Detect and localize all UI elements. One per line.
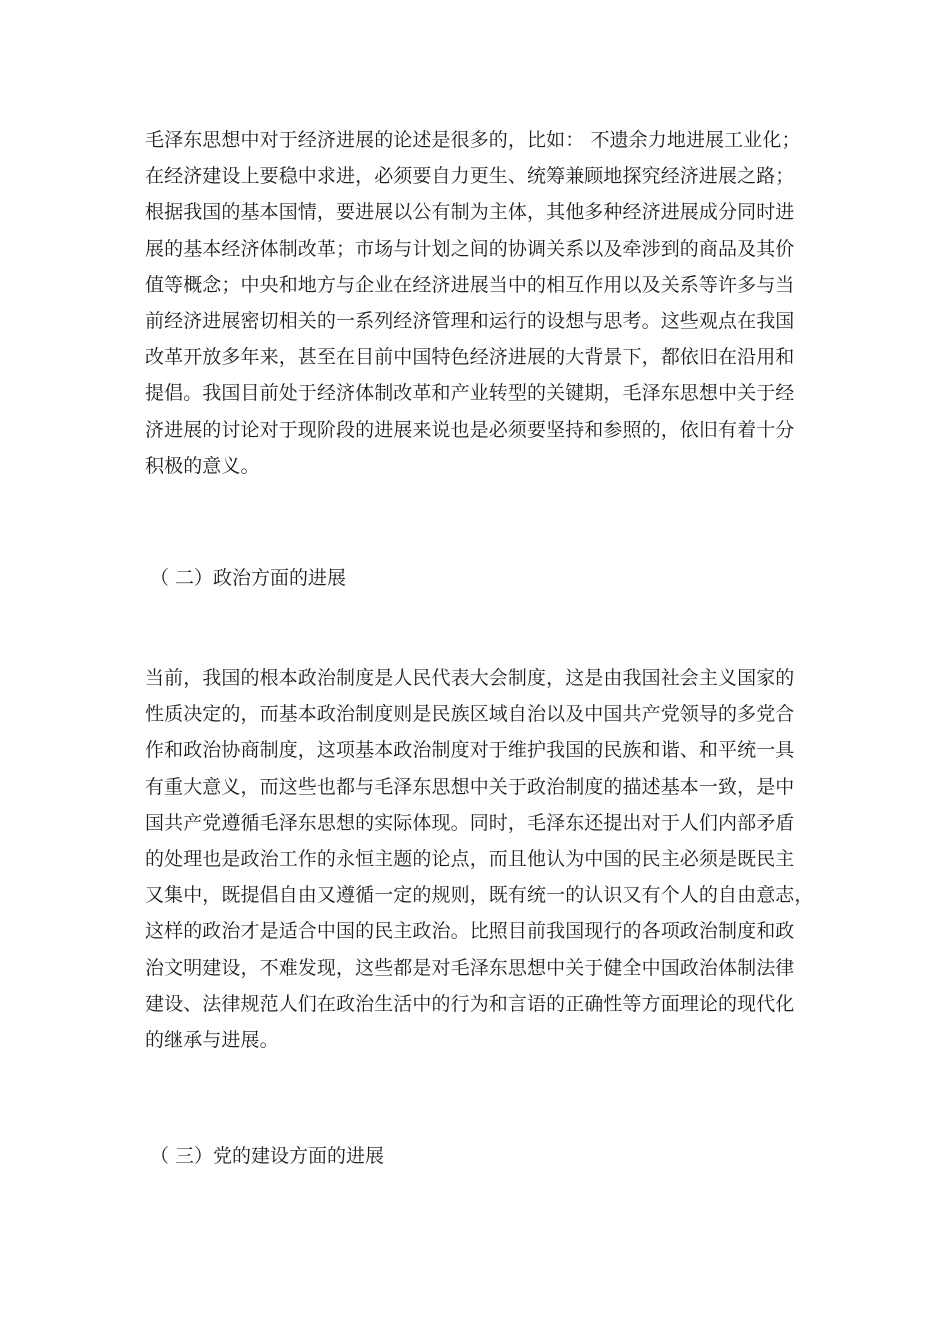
text-line: 在经济建设上要稳中求进，必须要自力更生、统筹兼顾地探究经济进展之路； xyxy=(145,165,795,188)
text-line: 毛泽东思想中对于经济进展的论述是很多的，比如： 不遗余力地进展工业化； xyxy=(145,129,801,151)
text-line: 值等概念；中央和地方与企业在经济进展当中的相互作用以及关系等许多与当 xyxy=(145,273,795,296)
text-line: 前经济进展密切相关的一系列经济管理和运行的设想与思考。这些观点在我国 xyxy=(145,310,795,333)
paragraph-politics xyxy=(145,660,817,1058)
text-line: 的继承与进展。 xyxy=(145,1029,279,1052)
text-line: 当前，我国的根本政治制度是人民代表大会制度，这是由我国社会主义国家的 xyxy=(145,667,795,689)
text-line: 济进展的讨论对于现阶段的进展来说也是必须要坚持和参照的，依旧有着十分 xyxy=(145,418,795,441)
paragraph-economy xyxy=(145,122,817,484)
text-line: 建设、法律规范人们在政治生活中的行为和言语的正确性等方面理论的现代化 xyxy=(145,992,795,1015)
text-line: 这样的政治才是适合中国的民主政治。比照目前我国现行的各项政治制度和政 xyxy=(145,920,795,943)
text-line: 的处理也是政治工作的永恒主题的论点，而且他认为中国的民主必须是既民主 xyxy=(145,848,795,871)
section-heading-politics: （ 二）政治方面的进展 xyxy=(150,567,347,589)
text-line: 根据我国的基本国情，要进展以公有制为主体，其他多种经济进展成分同时进 xyxy=(145,201,795,224)
text-line: 有重大意义，而这些也都与毛泽东思想中关于政治制度的描述基本一致，是中 xyxy=(145,775,795,798)
text-line: 治文明建设，不难发现，这些都是对毛泽东思想中关于健全中国政治体制法律 xyxy=(145,956,795,979)
text-line: 展的基本经济体制改革；市场与计划之间的协调关系以及牵涉到的商品及其价 xyxy=(145,237,795,260)
text-line: 又集中，既提倡自由又遵循一定的规则，既有统一的认识又有个人的自由意志， xyxy=(145,884,814,907)
text-line: 提倡。我国目前处于经济体制改革和产业转型的关键期，毛泽东思想中关于经 xyxy=(145,382,795,405)
text-line: 性质决定的，而基本政治制度则是民族区域自治以及中国共产党领导的多党合 xyxy=(145,703,795,726)
text-line: 国共产党遵循毛泽东思想的实际体现。同时，毛泽东还提出对于人们内部矛盾 xyxy=(145,811,795,834)
text-line: 作和政治协商制度，这项基本政治制度对于维护我国的民族和谐、和平统一具 xyxy=(145,739,795,762)
text-line: 积极的意义。 xyxy=(145,454,260,477)
section-heading-party-building: （ 三）党的建设方面的进展 xyxy=(150,1145,385,1167)
text-line: 改革开放多年来，甚至在目前中国特色经济进展的大背景下，都依旧在沿用和 xyxy=(145,346,795,369)
